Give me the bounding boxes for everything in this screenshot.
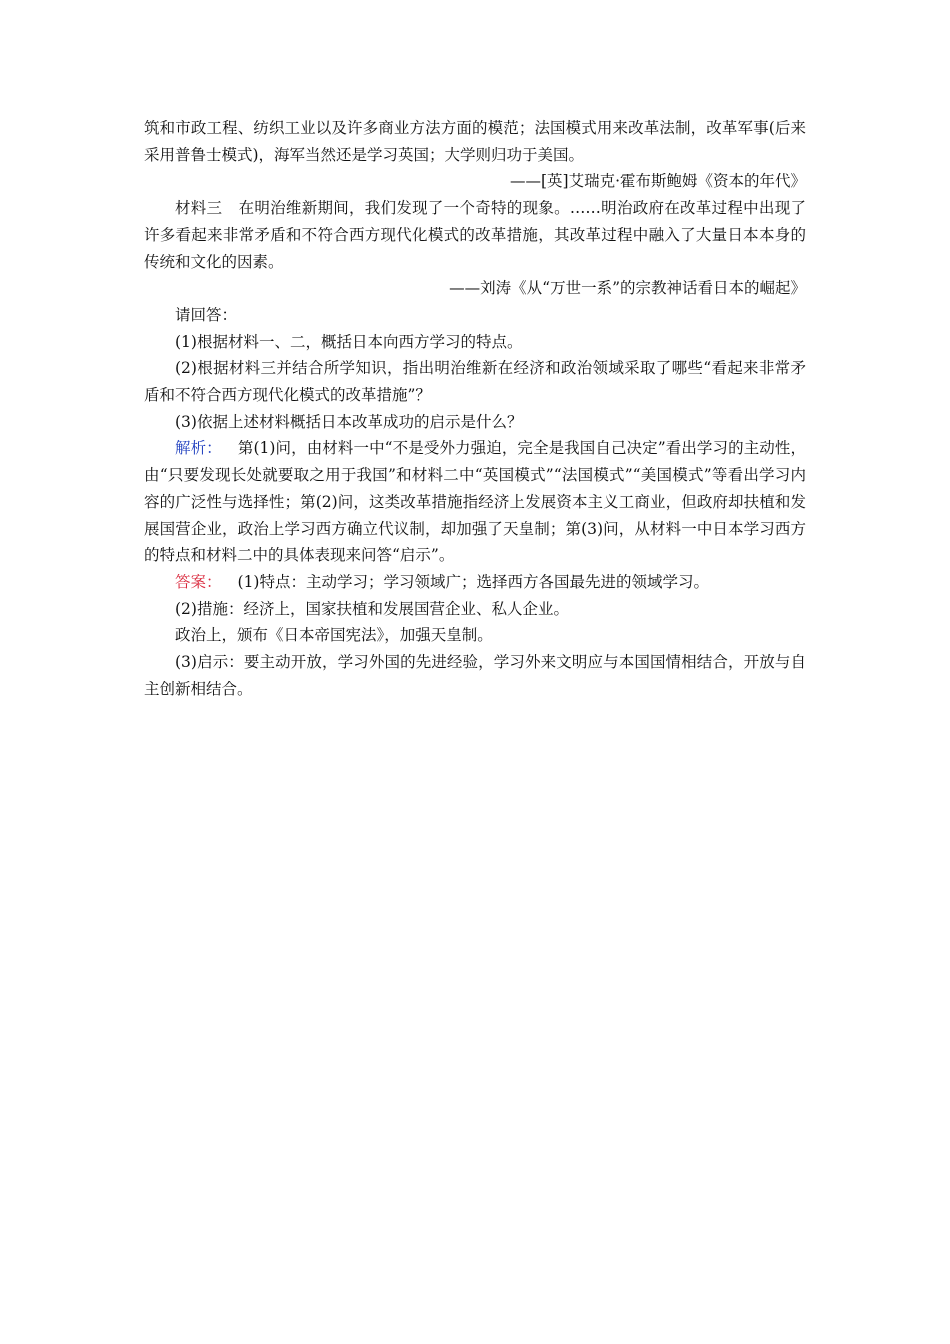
material2-source: ——[英]艾瑞克·霍布斯鲍姆《资本的年代》 (509, 172, 806, 191)
question-2: (2)根据材料三并结合所学知识，指出明治维新在经济和政治领域采取了哪些“看起来非常矛盾和不符合西方现代化模式的改革措施”？ (144, 359, 806, 405)
answer-3: (3)启示：要主动开放，学习外国的先进经验，学习外来文明应与本国国情相结合，开放与自主创新相结合。 (144, 653, 806, 698)
answer-2-politics: 政治上，颁布《日本帝国宪法》，加强天皇制。 (175, 626, 493, 645)
analysis-text: 第(1)问，由材料一中“不是受外力强迫，完全是我国自己决定”看出学习的主动性，由“只要发现长处就要取之用于我国”和材料二中“英国模式”“法国模式”“美国模式”等看出学习内容的广泛性与选择性；第(2)问，这类改革措施指经济上发展资本主义工商业，但政府却扶植和发展国营企业，政治上学习西方确立代议制，却加强了天皇制；第(3)问，从材料一中日本学习西方的特点和材料二中的具体表现来问答“启示”。 (144, 439, 806, 565)
material3-paragraph (144, 195, 806, 275)
document-body (144, 115, 806, 702)
answer-1 (144, 569, 806, 596)
answer-1-text: (1)特点：主动学习；学习领域广；选择西方各国最先进的领域学习。 (237, 572, 709, 591)
material3-source: ——刘涛《从“万世一系”的宗教神话看日本的崛起》 (449, 279, 806, 298)
question-3: (3)依据上述材料概括日本改革成功的启示是什么？ (175, 412, 523, 431)
material2-continuation: 筑和市政工程、纺织工业以及许多商业方法方面的模范；法国模式用来改革法制，改革军事(后来采用普鲁士模式)，海军当然还是学习英国；大学则归功于美国。 (144, 119, 806, 164)
answer-label: 答案： (175, 572, 222, 591)
answer-2-economy: (2)措施：经济上，国家扶植和发展国营企业、私人企业。 (175, 599, 569, 618)
analysis-label: 解析： (175, 439, 222, 458)
questions-prompt: 请回答： (175, 305, 238, 324)
analysis-paragraph (144, 435, 806, 569)
question-1: (1)根据材料一、二，概括日本向西方学习的特点。 (175, 332, 523, 351)
material3-label: 材料三 (175, 199, 223, 218)
material3-text: 在明治维新期间，我们发现了一个奇特的现象。……明治政府在改革过程中出现了许多看起来非常矛盾和不符合西方现代化模式的改革措施，其改革过程中融入了大量日本本身的传统和文化的因素。 (144, 199, 806, 271)
